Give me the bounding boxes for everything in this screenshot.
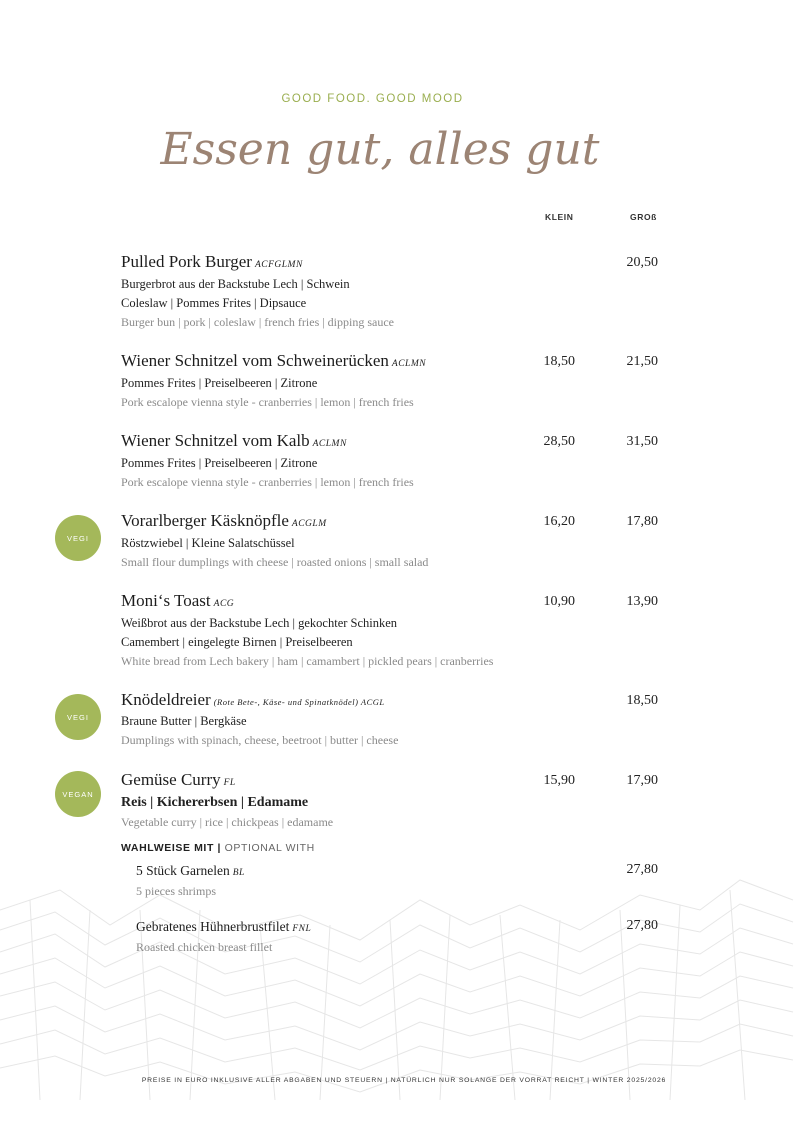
vegi-badge: VEGI: [55, 694, 101, 740]
item-translation: Burger bun | pork | coleslaw | french fries | dipping sauce: [121, 315, 394, 329]
item-translation: Small flour dumplings with cheese | roasted onions | small salad: [121, 555, 429, 569]
footer-note: PREISE IN EURO INKLUSIVE ALLER ABGABEN UND STEUERN | NATÜRLICH NUR SOLANGE DER VORRAT REICHT | WINTER 2025/2026: [141, 1077, 667, 1084]
item-name: Wiener Schnitzel vom Kalb: [121, 431, 310, 450]
item-name: Vorarlberger Käsknöpfle: [121, 511, 289, 530]
item-name: Gebratenes Hühnerbrustfilet: [136, 919, 290, 934]
item-desc: Pommes Frites | Preiselbeeren | Zitrone: [121, 376, 318, 390]
item-allergens: ACG: [213, 599, 235, 609]
item-translation: Pork escalope vienna style - cranberries | lemon | french fries: [121, 475, 414, 489]
item-name: Moni‘s Toast: [121, 591, 211, 610]
item-name: 5 Stück Garnelen: [136, 863, 230, 878]
item-allergens: ACLMN: [312, 439, 347, 449]
price-large: 17,90: [626, 773, 658, 788]
menu-item-monis-toast: [121, 591, 661, 671]
item-translation: Dumplings with spinach, cheese, beetroot | butter | cheese: [121, 733, 399, 747]
price-large: 13,90: [626, 594, 658, 609]
item-allergens: ACLMN: [391, 359, 427, 369]
column-header-small: KLEIN: [545, 212, 574, 222]
item-note: (Rote Bete-, Käse- und Spinatknödel) ACGL: [213, 697, 385, 707]
price-large: 21,50: [626, 354, 658, 369]
optional-item-garnelen: [136, 862, 636, 901]
optional-separator: |: [217, 842, 222, 854]
item-allergens: ACGLM: [291, 519, 327, 529]
price-large: 20,50: [626, 255, 658, 270]
optional-heading: [121, 842, 315, 854]
vegi-badge: VEGI: [55, 515, 101, 561]
item-translation: White bread from Lech bakery | ham | camambert | pickled pears | cranberries: [121, 654, 494, 668]
item-name: Gemüse Curry: [121, 770, 221, 789]
item-desc: Coleslaw | Pommes Frites | Dipsauce: [121, 296, 307, 310]
item-translation: Vegetable curry | rice | chickpeas | edamame: [121, 815, 334, 829]
price-large: 27,80: [626, 918, 658, 933]
menu-item-pulled-pork-burger: [121, 252, 661, 332]
vegan-badge: VEGAN: [55, 771, 101, 817]
mountain-line-illustration: [0, 870, 793, 1110]
optional-label-en: OPTIONAL WITH: [224, 842, 315, 854]
price-small: 28,50: [543, 434, 575, 449]
price-large: 17,80: [626, 514, 658, 529]
item-allergens: ACFGLMN: [254, 260, 303, 270]
price-small: 10,90: [543, 594, 575, 609]
menu-item-gemuese-curry: [121, 770, 661, 832]
menu-item-kaesknoepfle: [121, 511, 661, 572]
menu-item-knoedeldreier: [121, 690, 661, 750]
item-desc: Röstzwiebel | Kleine Salatschüssel: [121, 536, 295, 550]
optional-item-huehnerbrust: [136, 918, 636, 957]
price-small: 18,50: [543, 354, 575, 369]
price-small: 15,90: [543, 773, 575, 788]
item-allergens: BL: [232, 868, 245, 878]
item-translation: Roasted chicken breast fillet: [136, 940, 273, 954]
item-name: Wiener Schnitzel vom Schweinerücken: [121, 351, 389, 370]
tagline: GOOD FOOD. GOOD MOOD: [281, 93, 464, 105]
item-desc: Reis | Kichererbsen | Edamame: [121, 795, 309, 810]
script-title: [160, 112, 600, 202]
item-desc: Burgerbrot aus der Backstube Lech | Schwein: [121, 277, 350, 291]
item-name: Pulled Pork Burger: [121, 252, 252, 271]
item-translation: 5 pieces shrimps: [136, 884, 216, 898]
item-name: Knödeldreier: [121, 690, 211, 709]
menu-item-wiener-schnitzel-schwein: [121, 351, 661, 412]
item-desc: Pommes Frites | Preiselbeeren | Zitrone: [121, 456, 318, 470]
optional-label-de: WAHLWEISE MIT: [121, 842, 214, 854]
price-large: 27,80: [626, 862, 658, 877]
menu-item-wiener-schnitzel-kalb: [121, 431, 661, 492]
column-header-large: GROß: [630, 212, 657, 222]
price-large: 31,50: [626, 434, 658, 449]
item-desc: Weißbrot aus der Backstube Lech | gekochter Schinken: [121, 616, 398, 630]
price-large: 18,50: [626, 693, 658, 708]
item-desc: Camembert | eingelegte Birnen | Preiselbeeren: [121, 635, 353, 649]
price-small: 16,20: [543, 514, 575, 529]
item-allergens: FNL: [292, 924, 312, 934]
item-translation: Pork escalope vienna style - cranberries | lemon | french fries: [121, 395, 414, 409]
script-title-text: Essen gut, alles gut: [160, 124, 600, 175]
item-allergens: FL: [223, 778, 236, 788]
item-desc: Braune Butter | Bergkäse: [121, 714, 247, 728]
